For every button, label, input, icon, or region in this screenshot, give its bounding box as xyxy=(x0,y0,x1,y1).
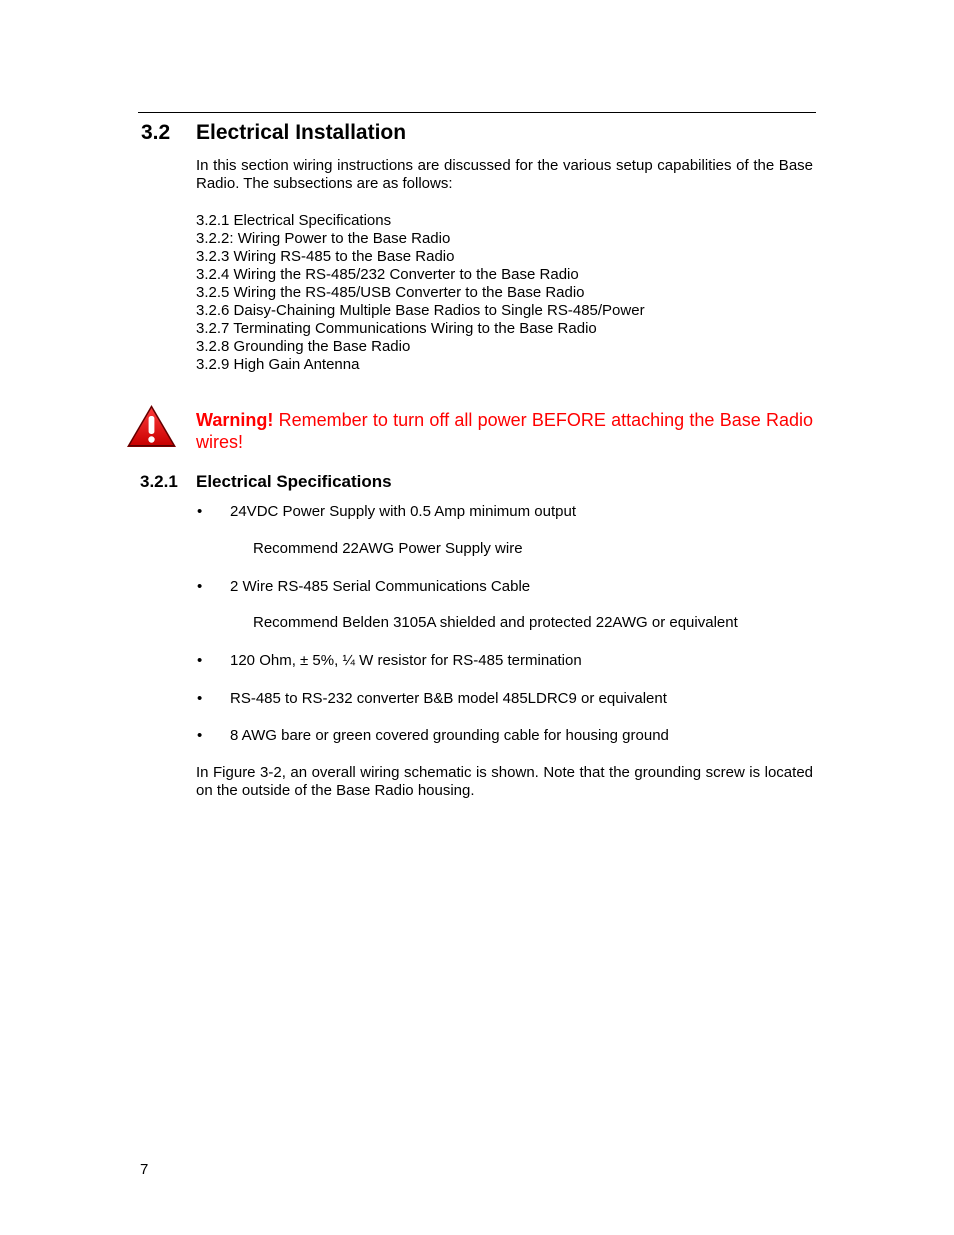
subsection-list-item: 3.2.6 Daisy-Chaining Multiple Base Radios to Single RS-485/Power xyxy=(196,302,645,319)
subsection-list-item: 3.2.1 Electrical Specifications xyxy=(196,212,392,229)
spec-item: RS-485 to RS-232 converter B&B model 485LDRC9 or equivalent xyxy=(230,690,667,707)
subsection-list-item: 3.2.3 Wiring RS-485 to the Base Radio xyxy=(196,248,455,265)
bullet-marker: • xyxy=(197,578,203,595)
spec-item: 2 Wire RS-485 Serial Communications Cable xyxy=(230,578,531,595)
warning-label: Warning! xyxy=(196,410,274,430)
subsection-list-item: 3.2.7 Terminating Communications Wiring to the Base Radio xyxy=(196,320,597,337)
spec-item-note: Recommend Belden 3105A shielded and protected 22AWG or equivalent xyxy=(253,614,738,631)
intro-paragraph: In this section wiring instructions are discussed for the various setup capabilities of the Base Radio. The subsections are as follows: xyxy=(196,157,813,192)
warning-text: Remember to turn off all power BEFORE attaching the Base Radio wires! xyxy=(196,410,813,452)
spec-item: 8 AWG bare or green covered grounding cable for housing ground xyxy=(230,727,669,744)
spec-item: 120 Ohm, ± 5%, ¼ W resistor for RS-485 termination xyxy=(230,652,582,669)
subsection-list-item: 3.2.2: Wiring Power to the Base Radio xyxy=(196,230,451,247)
figure-reference-paragraph: In Figure 3-2, an overall wiring schematic is shown. Note that the grounding screw is located on the outside of the Base Radio housing. xyxy=(196,764,813,799)
bullet-marker: • xyxy=(197,690,203,707)
bullet-marker: • xyxy=(197,727,203,744)
section-title: Electrical Installation xyxy=(196,121,407,144)
subsection-list-item: 3.2.9 High Gain Antenna xyxy=(196,356,360,373)
page-number: 7 xyxy=(140,1161,149,1178)
warning-triangle-icon xyxy=(125,403,178,449)
section-number: 3.2 xyxy=(141,121,171,144)
header-rule xyxy=(138,112,816,113)
bullet-marker: • xyxy=(197,503,203,520)
spec-item: 24VDC Power Supply with 0.5 Amp minimum output xyxy=(230,503,576,520)
subsection-list xyxy=(196,212,645,374)
spec-item-note: Recommend 22AWG Power Supply wire xyxy=(253,540,523,557)
subsection-list-item: 3.2.4 Wiring the RS-485/232 Converter to the Base Radio xyxy=(196,266,579,283)
bullet-marker: • xyxy=(197,652,203,669)
subsection-number: 3.2.1 xyxy=(140,472,178,491)
subsection-list-item: 3.2.5 Wiring the RS-485/USB Converter to the Base Radio xyxy=(196,284,585,301)
warning-message xyxy=(196,409,813,453)
subsection-title: Electrical Specifications xyxy=(196,472,392,491)
subsection-list-item: 3.2.8 Grounding the Base Radio xyxy=(196,338,411,355)
